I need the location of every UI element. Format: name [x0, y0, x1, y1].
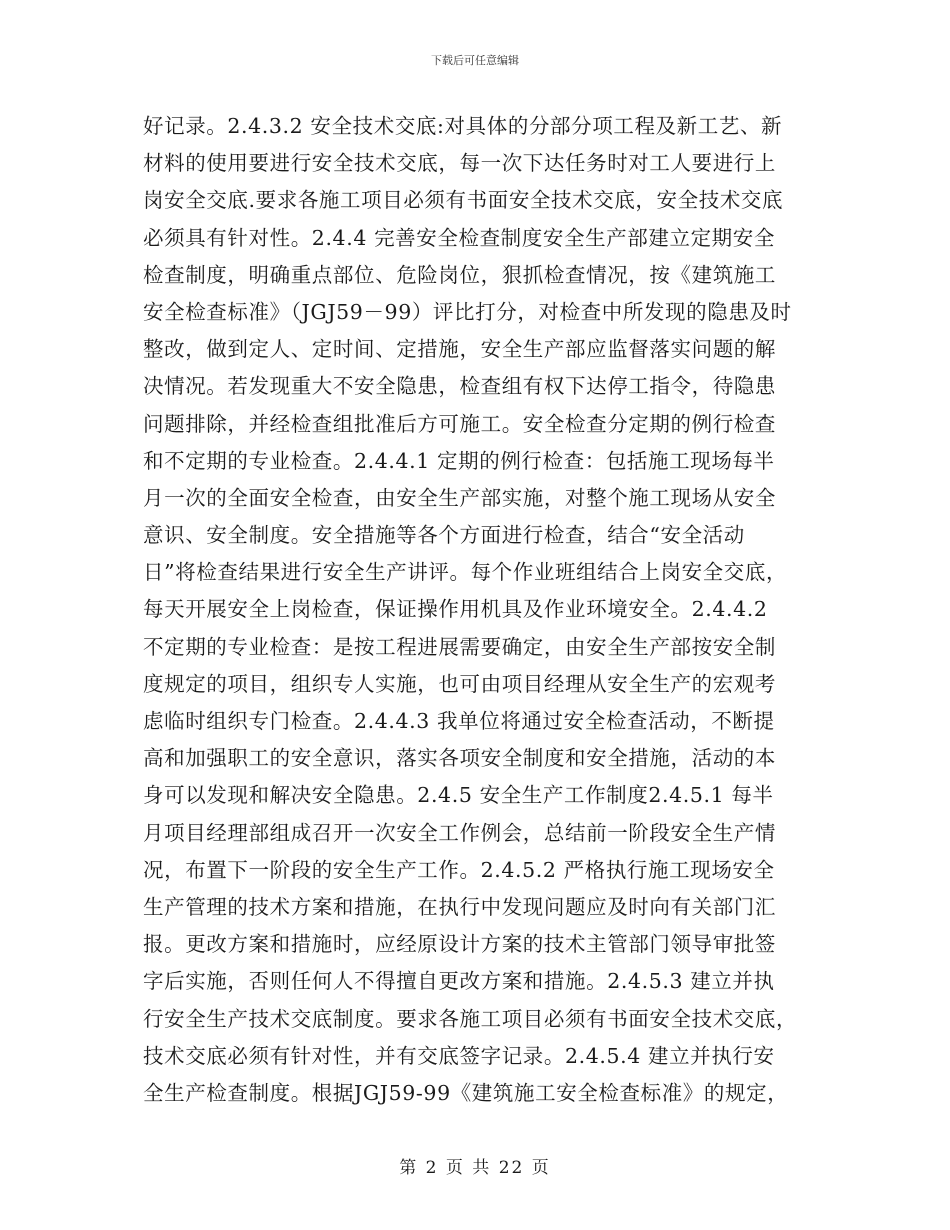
text-line: 好记录。2.4.3.2 安全技术交底:对具体的分部分项工程及新工艺、新: [143, 114, 783, 138]
text-line: 字后实施，否则任何人不得擅自更改方案和措施。2.4.5.3 建立并执: [143, 969, 775, 994]
page-header-note: 下载后可任意编辑: [431, 54, 519, 67]
text-line: 问题排除，并经检查组批准后方可施工。安全检查分定期的例行检查: [143, 411, 776, 436]
text-line: 技术交底必须有针对性，并有交底签字记录。2.4.5.4 建立并执行安: [143, 1043, 775, 1068]
text-line: 报。更改方案和措施时，应经原设计方案的技术主管部门领导审批签: [143, 932, 776, 957]
text-line: 必须具有针对性。2.4.4 完善安全检查制度安全生产部建立定期安全: [143, 225, 775, 250]
text-line: 全生产检查制度。根据JGJ59-99《建筑施工安全检查标准》的规定，: [143, 1080, 789, 1105]
text-line: 意识、安全制度。安全措施等各个方面进行检查，结合“安全活动: [143, 523, 745, 548]
text-line: 日”将检查结果进行安全生产讲评。每个作业班组结合上岗安全交底，: [143, 560, 788, 585]
text-line: 决情况。若发现重大不安全隐患，检查组有权下达停工指令，待隐患: [143, 374, 776, 399]
text-line: 安全检查标准》（JGJ59－99）评比打分，对检查中所发现的隐患及时: [143, 299, 792, 324]
text-line: 材料的使用要进行安全技术交底，每一次下达任务时对工人要进行上: [143, 151, 776, 176]
text-line: 虑临时组织专门检查。2.4.4.3 我单位将通过安全检查活动，不断提: [143, 709, 775, 733]
text-line: 不定期的专业检查：是按工程进展需要确定，由安全生产部按安全制: [143, 634, 776, 659]
text-line: 度规定的项目，组织专人实施，也可由项目经理从安全生产的宏观考: [143, 671, 776, 696]
text-line: 身可以发现和解决安全隐患。2.4.5 安全生产工作制度2.4.5.1 每半: [143, 783, 774, 808]
text-line: 岗安全交底.要求各施工项目必须有书面安全技术交底，安全技术交底: [143, 188, 784, 213]
text-line: 每天开展安全上岗检查，保证操作用机具及作业环境安全。2.4.4.2: [143, 597, 768, 622]
page-number: 第 2 页 共 22 页: [399, 1158, 551, 1178]
text-line: 和不定期的专业检查。2.4.4.1 定期的例行检查：包括施工现场每半: [143, 448, 775, 473]
text-line: 月一次的全面安全检查，由安全生产部实施，对整个施工现场从安全: [143, 485, 776, 510]
text-line: 行安全生产技术交底制度。要求各施工项目必须有书面安全技术交底，: [143, 1006, 798, 1031]
text-line: 整改，做到定人、定时间、定措施，安全生产部应监督落实问题的解: [143, 337, 776, 362]
text-line: 高和加强职工的安全意识，落实各项安全制度和安全措施，活动的本: [143, 746, 776, 771]
text-line: 生产管理的技术方案和措施，在执行中发现问题应及时向有关部门汇: [143, 894, 776, 919]
text-line: 检查制度，明确重点部位、危险岗位，狠抓检查情况，按《建筑施工: [143, 262, 776, 287]
document-body: [143, 108, 813, 1112]
text-line: 况，布置下一阶段的安全生产工作。2.4.5.2 严格执行施工现场安全: [143, 857, 775, 882]
text-line: 月项目经理部组成召开一次安全工作例会，总结前一阶段安全生产情: [143, 820, 776, 845]
